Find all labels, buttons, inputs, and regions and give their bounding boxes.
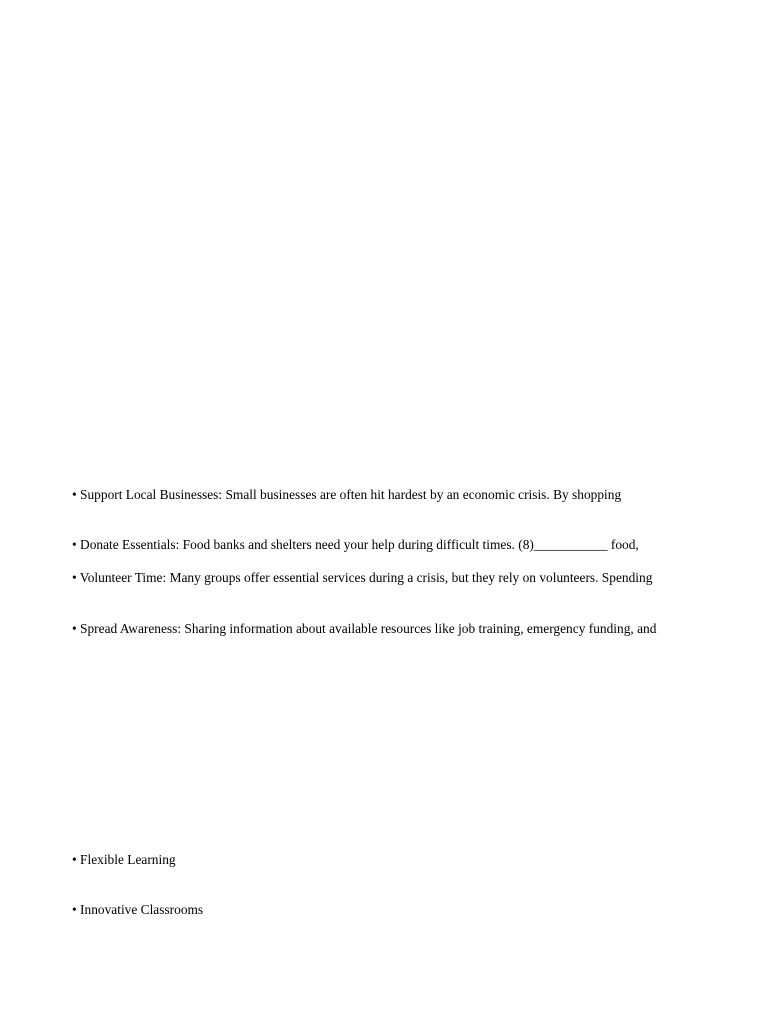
bullet-volunteer-time: • Volunteer Time: Many groups offer essential services during a crisis, but they rely on volunteers. Spending <box>72 570 653 585</box>
bullet-support-local-businesses: • Support Local Businesses: Small businesses are often hit hardest by an economic crisis. By shopping <box>72 487 622 502</box>
bullet-donate-essentials: • Donate Essentials: Food banks and shelters need your help during difficult times. (8)___________ food, <box>72 537 639 552</box>
bullet-flexible-learning: • Flexible Learning <box>72 852 176 867</box>
bullet-innovative-classrooms: • Innovative Classrooms <box>72 902 204 917</box>
bullet-spread-awareness: • Spread Awareness: Sharing information about available resources like job training, emergency funding, and <box>72 621 657 636</box>
